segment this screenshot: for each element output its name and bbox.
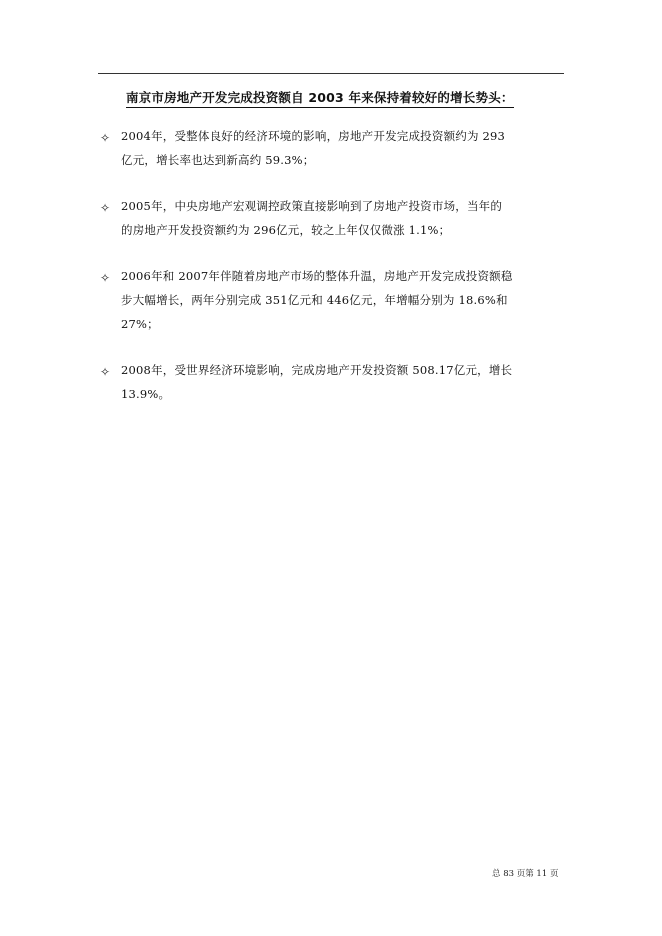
bullet-item-2006-2007 <box>100 264 560 336</box>
bullet-item-2004 <box>100 124 560 172</box>
diamond-bullet-icon: ✧ <box>100 131 111 145</box>
page-footer: 总 83 页第 11 页 <box>492 869 559 879</box>
bullet-list <box>100 124 560 428</box>
section-heading: 南京市房地产开发完成投资额自 2003 年来保持着较好的增长势头： <box>126 90 514 108</box>
header-rule <box>98 73 564 74</box>
bullet-text: 2005年，中央房地产宏观调控政策直接影响到了房地产投资市场，当年的 的房地产开发投资额约为 296亿元，较之上年仅仅微涨 1.1%； <box>121 199 503 237</box>
bullet-item-2008 <box>100 358 560 406</box>
bullet-text: 2004年，受整体良好的经济环境的影响，房地产开发完成投资额约为 293 亿元，增长率也达到新高约 59.3%； <box>121 129 506 167</box>
diamond-bullet-icon: ✧ <box>100 365 111 379</box>
bullet-text: 2008年，受世界经济环境影响，完成房地产开发投资额 508.17亿元，增长 13.9%。 <box>121 363 513 401</box>
bullet-item-2005 <box>100 194 560 242</box>
diamond-bullet-icon: ✧ <box>100 271 111 285</box>
bullet-text: 2006年和 2007年伴随着房地产市场的整体升温，房地产开发完成投资额稳 步大幅增长，两年分别完成 351亿元和 446亿元，年增幅分别为 18.6%和 27%； <box>121 269 513 331</box>
diamond-bullet-icon: ✧ <box>100 201 111 215</box>
